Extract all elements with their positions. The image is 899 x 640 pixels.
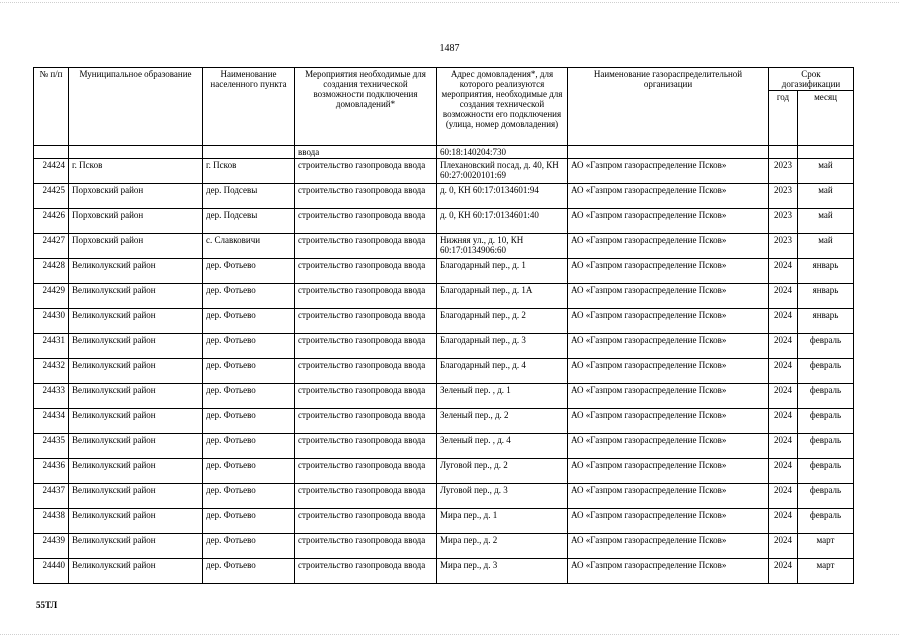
cell-address: Благодарный пер., д. 2 [437,309,568,334]
cell-year: 2024 [769,259,798,284]
cell-address: Благодарный пер., д. 1 [437,259,568,284]
table-row [34,534,854,559]
cell-settlement: дер. Подсевы [203,184,295,209]
cell-measures: строительство газопровода ввода [295,459,437,484]
table-row [34,484,854,509]
cell-municipality: Великолукский район [69,484,203,509]
table-row [34,509,854,534]
cell-municipality: Великолукский район [69,534,203,559]
table-row [34,309,854,334]
cell-measures: строительство газопровода ввода [295,559,437,584]
table-row [34,334,854,359]
cell-municipality: Великолукский район [69,309,203,334]
cell-year: 2024 [769,309,798,334]
cell-municipality: Великолукский район [69,359,203,384]
cell-settlement: дер. Фотьево [203,459,295,484]
cell-organization: АО «Газпром газораспределение Псков» [568,534,769,559]
cell-address: Нижняя ул., д. 10, КН 60:17:0134906:60 [437,234,568,259]
cell-municipality: Великолукский район [69,259,203,284]
continuation-cell [34,146,69,159]
cell-organization: АО «Газпром газораспределение Псков» [568,434,769,459]
cell-address: Мира пер., д. 1 [437,509,568,534]
cell-settlement: дер. Фотьево [203,409,295,434]
cell-address: Благодарный пер., д. 4 [437,359,568,384]
cell-year: 2023 [769,159,798,184]
cell-month: февраль [798,384,854,409]
cell-measures: строительство газопровода ввода [295,259,437,284]
header-month: месяц [798,91,854,146]
table-row [34,234,854,259]
cell-num: 24430 [34,309,69,334]
cell-address: Благодарный пер., д. 1А [437,284,568,309]
cell-month: февраль [798,434,854,459]
table-row [34,159,854,184]
cell-settlement: дер. Фотьево [203,559,295,584]
table-row [34,184,854,209]
cell-municipality: Великолукский район [69,434,203,459]
cell-num: 24434 [34,409,69,434]
header-num: № п/п [34,68,69,146]
cell-year: 2024 [769,284,798,309]
cell-organization: АО «Газпром газораспределение Псков» [568,334,769,359]
cell-num: 24425 [34,184,69,209]
cell-organization: АО «Газпром газораспределение Псков» [568,184,769,209]
cell-address: Плехановский посад, д. 40, КН 60:27:0020101:69 [437,159,568,184]
cell-measures: строительство газопровода ввода [295,334,437,359]
table-row [34,559,854,584]
cell-organization: АО «Газпром газораспределение Псков» [568,284,769,309]
cell-year: 2023 [769,209,798,234]
cell-measures: строительство газопровода ввода [295,484,437,509]
cell-num: 24427 [34,234,69,259]
cell-measures: строительство газопровода ввода [295,384,437,409]
cell-num: 24428 [34,259,69,284]
cell-num: 24439 [34,534,69,559]
cell-organization: АО «Газпром газораспределение Псков» [568,384,769,409]
cell-municipality: Великолукский район [69,284,203,309]
cell-year: 2023 [769,234,798,259]
continuation-measures: ввода [295,146,437,159]
scan-artifact-top [0,2,899,4]
cell-address: Луговой пер., д. 3 [437,484,568,509]
cell-month: май [798,159,854,184]
cell-num: 24437 [34,484,69,509]
cell-year: 2023 [769,184,798,209]
cell-month: февраль [798,334,854,359]
cell-measures: строительство газопровода ввода [295,159,437,184]
cell-measures: строительство газопровода ввода [295,409,437,434]
cell-month: март [798,534,854,559]
cell-year: 2024 [769,534,798,559]
cell-num: 24431 [34,334,69,359]
cell-municipality: Великолукский район [69,334,203,359]
cell-year: 2024 [769,384,798,409]
table-row [34,384,854,409]
table-row [34,259,854,284]
cell-settlement: дер. Фотьево [203,359,295,384]
cell-year: 2024 [769,359,798,384]
cell-settlement: дер. Фотьево [203,334,295,359]
cell-organization: АО «Газпром газораспределение Псков» [568,359,769,384]
cell-organization: АО «Газпром газораспределение Псков» [568,209,769,234]
continuation-address: 60:18:140204:730 [437,146,568,159]
cell-municipality: Великолукский район [69,509,203,534]
cell-address: д. 0, КН 60:17:0134601:40 [437,209,568,234]
header-year: год [769,91,798,146]
cell-measures: строительство газопровода ввода [295,309,437,334]
cell-year: 2024 [769,484,798,509]
table-body [34,146,854,584]
cell-month: февраль [798,359,854,384]
cell-municipality: Порховский район [69,234,203,259]
cell-num: 24429 [34,284,69,309]
cell-num: 24440 [34,559,69,584]
cell-num: 24424 [34,159,69,184]
cell-municipality: Великолукский район [69,409,203,434]
continuation-cell [69,146,203,159]
cell-month: февраль [798,484,854,509]
page-number: 1487 [439,43,460,54]
scan-artifact-bottom [0,634,899,636]
cell-month: январь [798,309,854,334]
cell-organization: АО «Газпром газораспределение Псков» [568,509,769,534]
cell-month: май [798,184,854,209]
cell-address: Зеленый пер. , д. 4 [437,434,568,459]
cell-year: 2024 [769,459,798,484]
header-settlement: Наименование населенного пункта [203,68,295,146]
cell-month: февраль [798,509,854,534]
cell-year: 2024 [769,409,798,434]
cell-municipality: Великолукский район [69,384,203,409]
table-row [34,209,854,234]
cell-measures: строительство газопровода ввода [295,434,437,459]
cell-num: 24433 [34,384,69,409]
cell-month: февраль [798,459,854,484]
table-row [34,459,854,484]
header-organization: Наименование газораспределительной организации [568,68,769,146]
cell-measures: строительство газопровода ввода [295,209,437,234]
cell-year: 2024 [769,509,798,534]
cell-address: Луговой пер., д. 2 [437,459,568,484]
cell-measures: строительство газопровода ввода [295,534,437,559]
cell-organization: АО «Газпром газораспределение Псков» [568,559,769,584]
cell-month: май [798,209,854,234]
cell-organization: АО «Газпром газораспределение Псков» [568,484,769,509]
continuation-cell [568,146,769,159]
cell-measures: строительство газопровода ввода [295,284,437,309]
cell-municipality: Порховский район [69,209,203,234]
cell-municipality: Великолукский район [69,559,203,584]
cell-measures: строительство газопровода ввода [295,509,437,534]
cell-measures: строительство газопровода ввода [295,359,437,384]
cell-month: май [798,234,854,259]
cell-settlement: дер. Фотьево [203,309,295,334]
cell-organization: АО «Газпром газораспределение Псков» [568,234,769,259]
cell-month: январь [798,259,854,284]
cell-address: Мира пер., д. 3 [437,559,568,584]
continuation-cell [203,146,295,159]
cell-month: январь [798,284,854,309]
cell-organization: АО «Газпром газораспределение Псков» [568,459,769,484]
cell-month: март [798,559,854,584]
cell-organization: АО «Газпром газораспределение Псков» [568,159,769,184]
continuation-cell [798,146,854,159]
cell-settlement: г. Псков [203,159,295,184]
cell-num: 24432 [34,359,69,384]
gasification-table [33,67,854,584]
cell-address: Зеленый пер., д. 2 [437,409,568,434]
cell-municipality: Великолукский район [69,459,203,484]
cell-num: 24438 [34,509,69,534]
cell-settlement: с. Славковичи [203,234,295,259]
cell-measures: строительство газопровода ввода [295,234,437,259]
cell-settlement: дер. Фотьево [203,284,295,309]
table-row [34,284,854,309]
cell-address: Мира пер., д. 2 [437,534,568,559]
cell-settlement: дер. Фотьево [203,509,295,534]
cell-year: 2024 [769,559,798,584]
table-row [34,409,854,434]
cell-address: д. 0, КН 60:17:0134601:94 [437,184,568,209]
continuation-row [34,146,854,159]
cell-settlement: дер. Подсевы [203,209,295,234]
cell-num: 24435 [34,434,69,459]
table-row [34,359,854,384]
header-term: Срок догазификации [769,68,854,91]
cell-address: Зеленый пер. , д. 1 [437,384,568,409]
cell-settlement: дер. Фотьево [203,484,295,509]
cell-settlement: дер. Фотьево [203,384,295,409]
cell-year: 2024 [769,334,798,359]
cell-settlement: дер. Фотьево [203,434,295,459]
cell-month: февраль [798,409,854,434]
cell-organization: АО «Газпром газораспределение Псков» [568,409,769,434]
cell-num: 24426 [34,209,69,234]
cell-address: Благодарный пер., д. 3 [437,334,568,359]
cell-organization: АО «Газпром газораспределение Псков» [568,259,769,284]
header-municipality: Муниципальное образование [69,68,203,146]
cell-organization: АО «Газпром газораспределение Псков» [568,309,769,334]
cell-settlement: дер. Фотьево [203,534,295,559]
cell-settlement: дер. Фотьево [203,259,295,284]
header-address: Адрес домовладения*, для которого реализуются мероприятия, необходимые для создания технической возможности его подключения (улица, номер домовладения) [437,68,568,146]
cell-num: 24436 [34,459,69,484]
cell-municipality: Порховский район [69,184,203,209]
footer-code: 55ТЛ [36,600,58,610]
cell-year: 2024 [769,434,798,459]
continuation-cell [769,146,798,159]
cell-municipality: г. Псков [69,159,203,184]
table-row [34,434,854,459]
header-measures: Мероприятия необходимые для создания технической возможности подключения домовладений* [295,68,437,146]
header-row [34,68,854,91]
cell-measures: строительство газопровода ввода [295,184,437,209]
